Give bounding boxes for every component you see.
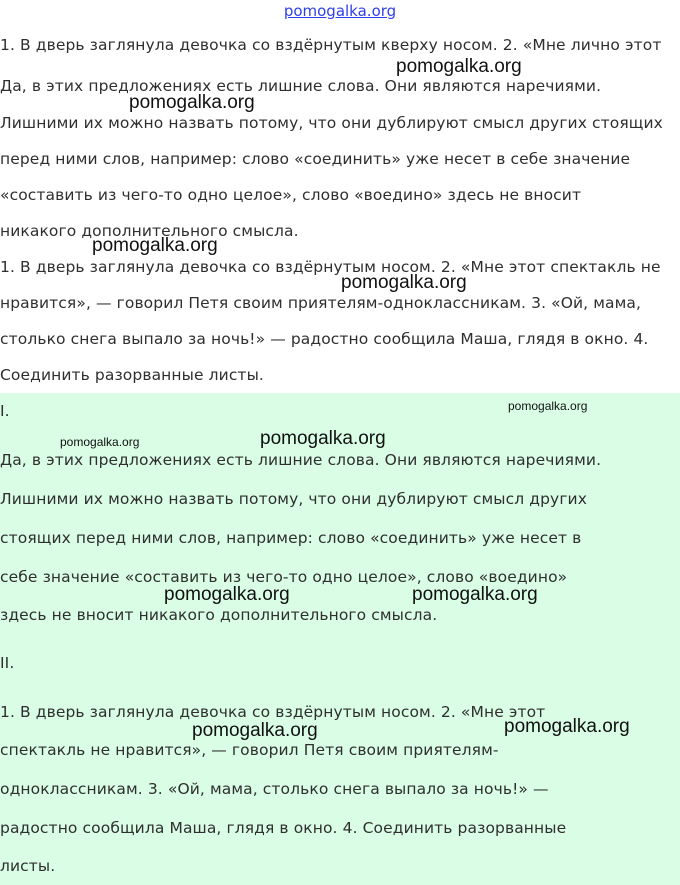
text-line: одноклассникам. 3. «Ой, мама, столько снега выпало за ночь!» — — [0, 780, 549, 798]
text-line: себе значение «составить из чего-то одно целое», слово «воедино» — [0, 568, 568, 586]
site-link[interactable]: pomogalka.org — [283, 2, 397, 20]
text-line: «составить из чего-то одно целое», слово «воедино» здесь не вносит — [0, 186, 582, 204]
text-line: столько снега выпало за ночь!» — радостно сообщила Маша, глядя в окно. 4. — [0, 330, 649, 348]
watermark: pomogalka.org — [60, 435, 140, 449]
text-line: Соединить разорванные листы. — [0, 366, 264, 384]
watermark: pomogalka.org — [164, 584, 290, 605]
text-line: здесь не вносит никакого дополнительного смысла. — [0, 606, 438, 624]
text-line: 1. В дверь заглянула девочка со вздёрнутым носом. 2. «Мне этот — [0, 703, 546, 721]
watermark: pomogalka.org — [396, 56, 522, 77]
watermark: pomogalka.org — [92, 235, 218, 256]
text-line: Да, в этих предложениях есть лишние слова. Они являются наречиями. — [0, 77, 602, 95]
text-line: нравится», — говорил Петя своим приятелям-одноклассникам. 3. «Ой, мама, — [0, 294, 642, 312]
text-line: Лишними их можно назвать потому, что они дублируют смысл других стоящих — [0, 114, 663, 132]
text-line: стоящих перед ними слов, например: слово «соединить» уже несет в — [0, 529, 582, 547]
section-heading: I. — [0, 402, 10, 420]
watermark: pomogalka.org — [192, 720, 318, 741]
watermark: pomogalka.org — [341, 272, 467, 293]
text-line: перед ними слов, например: слово «соединить» уже несет в себе значение — [0, 150, 631, 168]
watermark: pomogalka.org — [260, 428, 386, 449]
text-line: 1. В дверь заглянула девочка со вздёрнутым носом. 2. «Мне этот спектакль не — [0, 258, 661, 276]
section-heading: II. — [0, 654, 15, 672]
text-line: Да, в этих предложениях есть лишние слова. Они являются наречиями. — [0, 451, 602, 469]
watermark: pomogalka.org — [412, 584, 538, 605]
text-line: Лишними их можно назвать потому, что они дублируют смысл других — [0, 490, 588, 508]
watermark: pomogalka.org — [129, 92, 255, 113]
text-line: спектакль не нравится», — говорил Петя своим приятелям- — [0, 741, 499, 759]
text-line: радостно сообщила Маша, глядя в окно. 4. Соединить разорванные — [0, 819, 567, 837]
text-line: 1. В дверь заглянула девочка со вздёрнутым кверху носом. 2. «Мне лично этот — [0, 36, 662, 54]
watermark: pomogalka.org — [504, 716, 630, 737]
text-line: листы. — [0, 857, 56, 875]
watermark: pomogalka.org — [508, 399, 588, 413]
text-line: никакого дополнительного смысла. — [0, 222, 299, 240]
